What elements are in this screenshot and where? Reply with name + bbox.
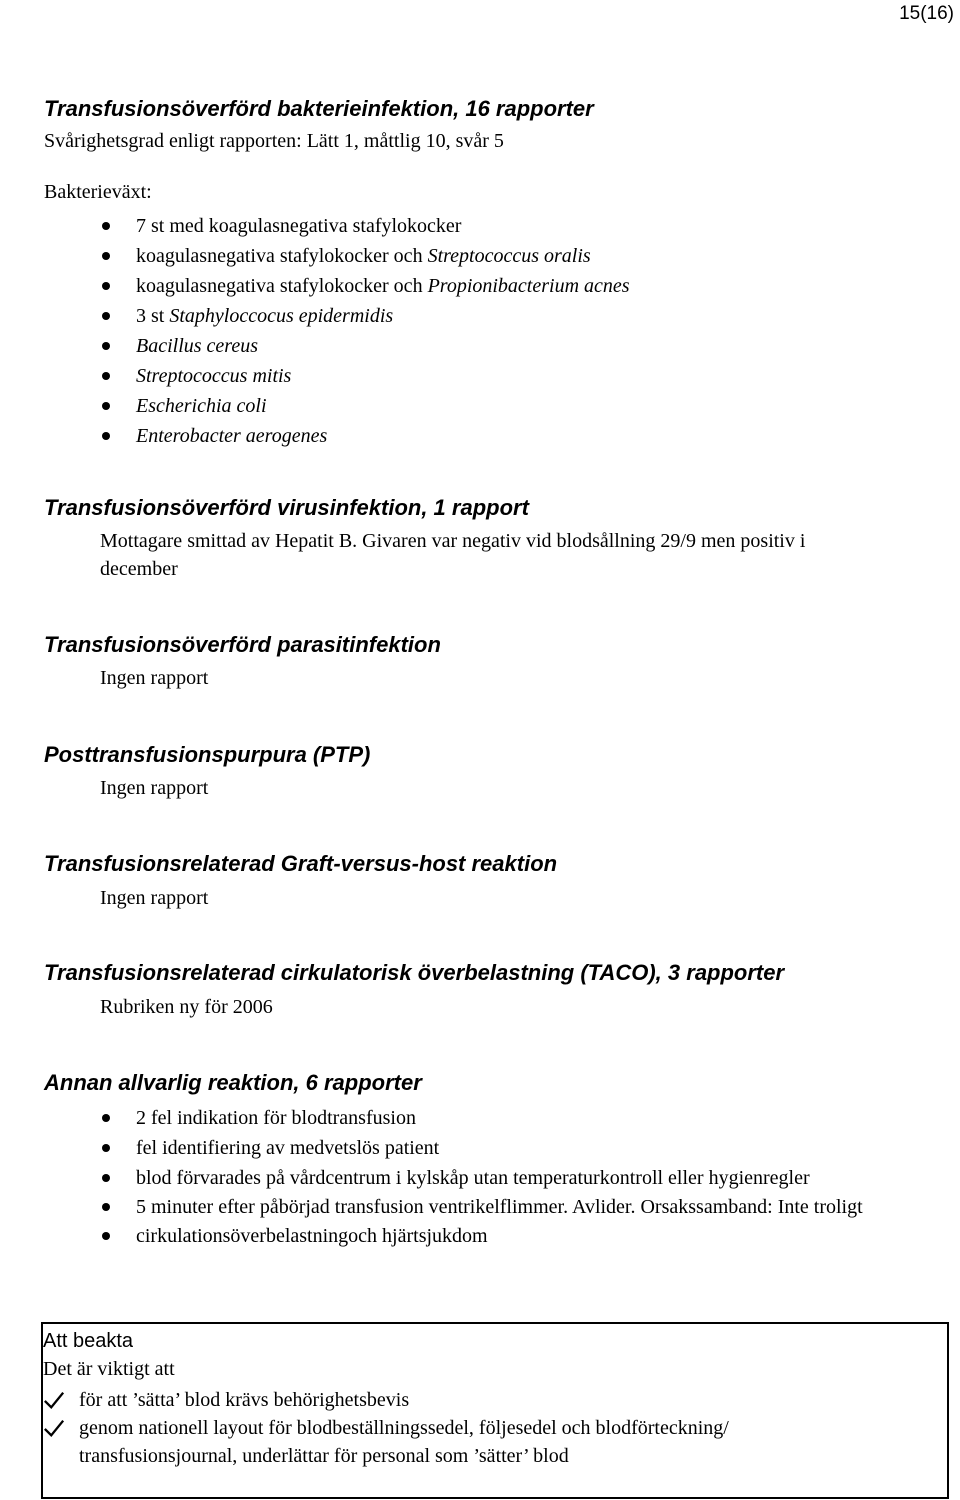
heading-ptp: Posttransfusionspurpura (PTP) — [44, 742, 371, 767]
notice-checklist — [43, 1386, 879, 1470]
bullet-dot-icon — [102, 372, 110, 380]
bullet-dot-icon — [102, 222, 110, 230]
viral-text-line-1: Mottagare smittad av Hepatit B. Givaren var negativ vid blodsållning 29/9 men positiv i — [100, 530, 806, 552]
list-item: 7 st med koagulasnegativa stafylokocker — [136, 211, 630, 241]
list-item: 5 minuter efter påbörjad transfusion ventrikelflimmer. Avlider. Orsakssamband: Inte troligt — [136, 1193, 956, 1221]
heading-taco: Transfusionsrelaterad cirkulatorisk överbelastning (TACO), 3 rapporter — [44, 960, 785, 985]
growth-label: Bakterieväxt: — [44, 181, 152, 203]
bullet-dot-icon — [102, 312, 110, 320]
bullet-dot-icon — [102, 1114, 110, 1122]
bullet-dot-icon — [102, 1203, 110, 1211]
parasite-text: Ingen rapport — [100, 667, 209, 689]
check-item: för att ’sätta’ blod krävs behörighetsbevis — [43, 1386, 879, 1414]
check-item: genom nationell layout för blodbeställningssedel, följesedel och blodförteckning/ transfusionsjournal, underlättar för personal som ’sätter’ blod — [43, 1414, 879, 1470]
heading-bacterial-infection: Transfusionsöverförd bakterieinfektion, 16 rapporter — [44, 96, 594, 121]
heading-parasite-infection: Transfusionsöverförd parasitinfektion — [44, 632, 441, 657]
heading-viral-infection: Transfusionsöverförd virusinfektion, 1 rapport — [44, 495, 529, 520]
list-item: fel identifiering av medvetslös patient — [136, 1133, 956, 1163]
bullet-dot-icon — [102, 1144, 110, 1152]
bullet-dot-icon — [102, 342, 110, 350]
severity-text: Svårighetsgrad enligt rapporten: Lätt 1, måttlig 10, svår 5 — [44, 130, 504, 152]
checkmark-icon — [43, 1417, 65, 1439]
taco-text: Rubriken ny för 2006 — [100, 996, 273, 1018]
list-item: koagulasnegativa stafylokocker och Streptococcus oralis — [136, 241, 630, 271]
checkmark-icon — [43, 1389, 65, 1411]
list-item: Bacillus cereus — [136, 331, 630, 361]
notice-intro: Det är viktigt att — [43, 1358, 175, 1380]
list-item: blod förvarades på vårdcentrum i kylskåp utan temperaturkontroll eller hygienregler — [136, 1163, 956, 1193]
list-item: 2 fel indikation för blodtransfusion — [136, 1103, 956, 1133]
bacteria-list — [136, 211, 630, 451]
notice-title: Att beakta — [43, 1330, 134, 1352]
bullet-dot-icon — [102, 252, 110, 260]
bullet-dot-icon — [102, 282, 110, 290]
viral-text-line-2: december — [100, 558, 178, 580]
heading-other-reaction: Annan allvarlig reaktion, 6 rapporter — [44, 1070, 422, 1095]
list-item: 3 st Staphyloccocus epidermidis — [136, 301, 630, 331]
bullet-dot-icon — [102, 1174, 110, 1182]
bullet-dot-icon — [102, 432, 110, 440]
list-item: Escherichia coli — [136, 391, 630, 421]
list-item: Enterobacter aerogenes — [136, 421, 630, 451]
bullet-dot-icon — [102, 1232, 110, 1240]
heading-gvhd: Transfusionsrelaterad Graft-versus-host reaktion — [44, 851, 558, 876]
ptp-text: Ingen rapport — [100, 777, 209, 799]
bullet-dot-icon — [102, 402, 110, 410]
notice-box — [41, 1322, 949, 1499]
gvhd-text: Ingen rapport — [100, 887, 209, 909]
page-number: 15(16) — [899, 3, 954, 24]
list-item: Streptococcus mitis — [136, 361, 630, 391]
other-reaction-list — [136, 1103, 956, 1251]
list-item: koagulasnegativa stafylokocker och Propionibacterium acnes — [136, 271, 630, 301]
list-item: cirkulationsöverbelastningoch hjärtsjukdom — [136, 1221, 956, 1251]
